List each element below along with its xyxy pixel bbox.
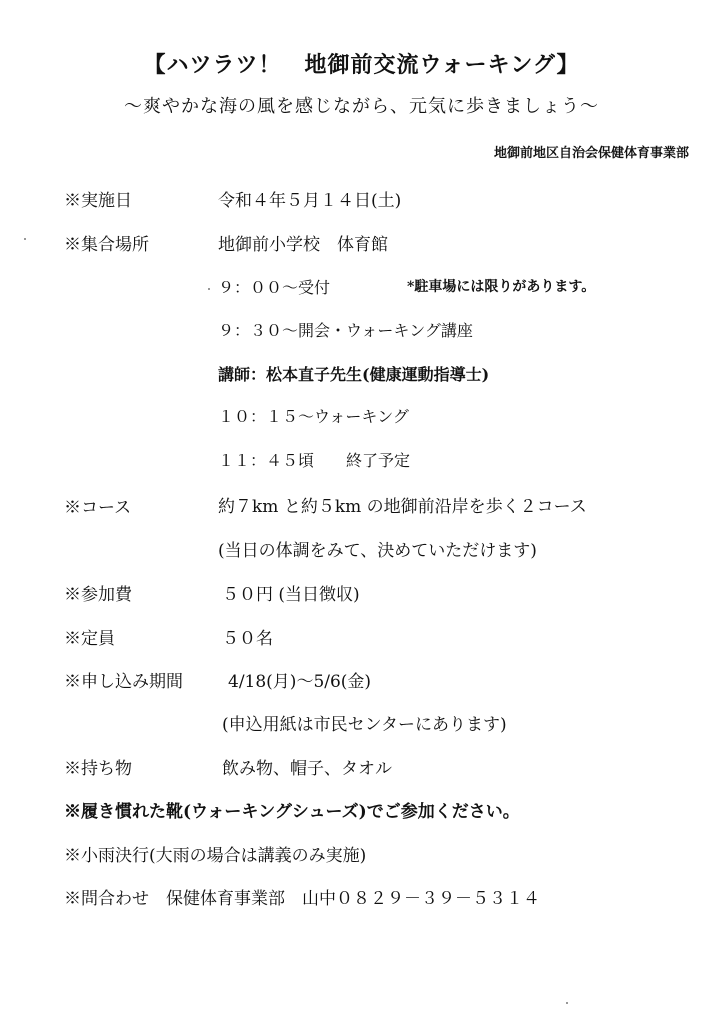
page-subtitle: ～爽やかな海の風を感じながら、元気に歩きましょう～ bbox=[124, 96, 599, 117]
organizer-name: 地御前地区自治会保健体育事業部 bbox=[493, 146, 689, 161]
application-label: ※申し込み期間 bbox=[64, 672, 183, 692]
course-value: 約７km と約５km の地御前沿岸を歩く２コース bbox=[218, 497, 587, 517]
schedule-end: １１：４５頃 終了予定 bbox=[218, 451, 411, 470]
date-value: 令和４年５月１４日(土) bbox=[218, 191, 402, 211]
scan-speck bbox=[208, 288, 210, 290]
page-title: 【ハツラツ！ 地御前交流ウォーキング】 bbox=[143, 52, 580, 78]
parking-note: *駐車場には限りがあります。 bbox=[407, 279, 596, 295]
belongings-label: ※持ち物 bbox=[64, 759, 132, 779]
venue-label: ※集合場所 bbox=[64, 235, 149, 255]
rain-note: ※小雨決行(大雨の場合は講義のみ実施) bbox=[64, 846, 367, 866]
scan-speck bbox=[566, 1002, 568, 1004]
fee-value: ５０円 (当日徴収) bbox=[222, 585, 360, 605]
schedule-reception: ９：００～受付 bbox=[218, 278, 331, 297]
course-note: (当日の体調をみて、決めていただけます) bbox=[218, 541, 537, 561]
capacity-label: ※定員 bbox=[64, 629, 115, 649]
scan-speck bbox=[24, 238, 26, 240]
shoes-note: ※履き慣れた靴(ウォーキングシューズ)でご参加ください。 bbox=[64, 802, 520, 822]
lecturer-info: 講師：松本直子先生(健康運動指導士) bbox=[218, 365, 490, 384]
capacity-value: ５０名 bbox=[222, 629, 273, 649]
belongings-value: 飲み物、帽子、タオル bbox=[222, 759, 392, 779]
date-label: ※実施日 bbox=[64, 191, 132, 211]
venue-value: 地御前小学校 体育館 bbox=[218, 235, 388, 255]
application-value: 4/18(月)～5/6(金) bbox=[228, 672, 372, 692]
schedule-walking: １０：１５～ウォーキング bbox=[218, 407, 409, 426]
schedule-opening: ９：３０～開会・ウォーキング講座 bbox=[218, 321, 473, 340]
course-label: ※コース bbox=[64, 498, 132, 518]
application-note: (申込用紙は市民センターにあります) bbox=[222, 715, 507, 735]
fee-label: ※参加費 bbox=[64, 585, 132, 605]
contact-line: ※問合わせ 保健体育事業部 山中０８２９－３９－５３１４ bbox=[64, 889, 540, 909]
